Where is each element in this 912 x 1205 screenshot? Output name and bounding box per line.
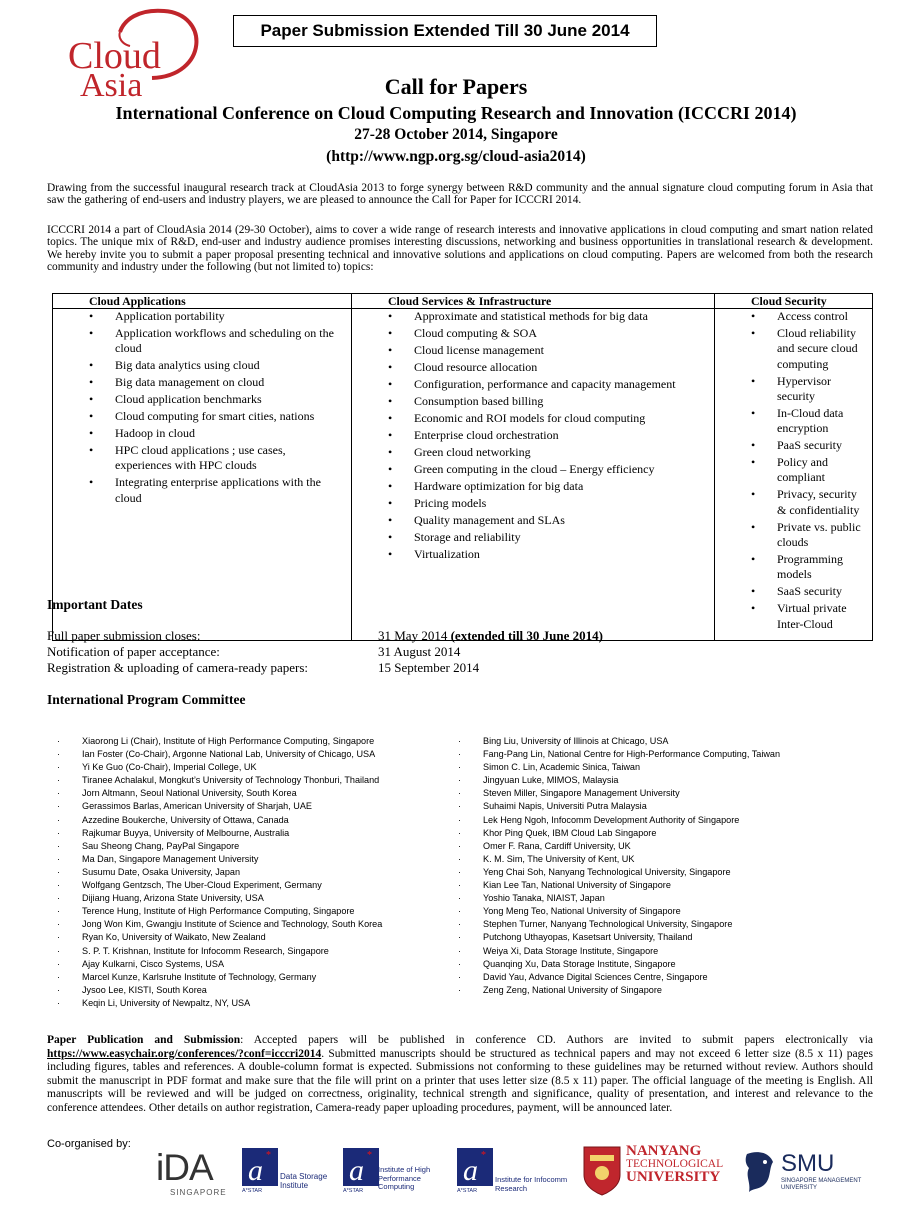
topic-item: • Application workflows and scheduling on the cloud [53, 326, 351, 357]
ida-sub: SINGAPORE [170, 1188, 227, 1197]
smu-sub-1: SINGAPORE MANAGEMENT [781, 1178, 862, 1184]
committee-member: · Ajay Kulkarni, Cisco Systems, USA [82, 958, 382, 971]
topic-item: • Configuration, performance and capacity management [352, 377, 714, 392]
committee-member: · Simon C. Lin, Academic Sinica, Taiwan [483, 761, 780, 774]
svg-text:a: a [248, 1154, 263, 1187]
intro-paragraph-2: ICCCRI 2014 a part of CloudAsia 2014 (29-30 October), aims to cover a wide range of research interests and innovative applications in cloud computing and smart nation related topics. The unique mix of R&D, end-user and industry audience promises interesting discussions, networking and business opportunities in translational research & development. We hereby invite you to submit a paper proposal presenting technical and innovative solutions and applications on cloud computing. Papers are welcomed from both the research community and industry under the following (but not limited to) topics: [47, 224, 873, 274]
svg-text:*: * [266, 1150, 271, 1161]
svg-text:a: a [463, 1154, 478, 1187]
topic-item: • Enterprise cloud orchestration [352, 428, 714, 443]
topics-header-services: Cloud Services & Infrastructure [352, 294, 715, 309]
date-value: 15 September 2014 [378, 660, 480, 675]
svg-text:*: * [367, 1150, 372, 1161]
committee-member: · Kian Lee Tan, National University of Singapore [483, 879, 780, 892]
committee-member: · Khor Ping Quek, IBM Cloud Lab Singapore [483, 827, 780, 840]
committee-member: · Terence Hung, Institute of High Performance Computing, Singapore [82, 905, 382, 918]
topic-item: • Cloud license management [352, 343, 714, 358]
logo-word-asia: Asia [80, 67, 143, 100]
i2r-logo [457, 1148, 572, 1200]
date-value: 31 August 2014 [378, 644, 461, 659]
committee-member: · Jorn Altmann, Seoul National University, South Korea [82, 787, 382, 800]
committee-heading: International Program Committee [47, 692, 246, 707]
committee-member: · Zeng Zeng, National University of Singapore [483, 984, 780, 997]
date-value-text: 31 May 2014 [378, 628, 448, 643]
conference-dates: 27-28 October 2014, Singapore [354, 126, 558, 143]
logo-word-cloud: Cloud [68, 35, 161, 77]
committee-member: · Omer F. Rana, Cardiff University, UK [483, 840, 780, 853]
committee-member: · Yong Meng Teo, National University of Singapore [483, 905, 780, 918]
topic-item: • Pricing models [352, 496, 714, 511]
topic-item: • SaaS security [715, 584, 872, 599]
intro-paragraph-1: Drawing from the successful inaugural research track at CloudAsia 2013 to forge synergy between R&D community and the annual signature cloud computing forum in Asia that saw the gathering of end-users and industry players, we are pleased to announce the Call for Paper for ICCCRI 2014. [47, 182, 873, 207]
committee-member: · Dijiang Huang, Arizona State University, USA [82, 892, 382, 905]
topic-item: • Programming models [715, 552, 872, 583]
conference-url: (http://www.ngp.org.sg/cloud-asia2014) [326, 148, 586, 165]
committee-list-right [483, 735, 780, 997]
committee-member: · S. P. T. Krishnan, Institute for Infocomm Research, Singapore [82, 945, 382, 958]
svg-text:a: a [349, 1154, 364, 1187]
topic-item: • In-Cloud data encryption [715, 406, 872, 437]
dsi-name: Data Storage Institute [280, 1172, 328, 1190]
smu-logo [743, 1148, 883, 1200]
topic-item: • Cloud resource allocation [352, 360, 714, 375]
topics-header-applications: Cloud Applications [53, 294, 352, 309]
committee-member: · Yi Ke Guo (Co-Chair), Imperial College, UK [82, 761, 382, 774]
topic-item: • HPC cloud applications ; use cases, experiences with HPC clouds [53, 443, 351, 474]
deadline-banner: Paper Submission Extended Till 30 June 2014 [233, 15, 657, 47]
easychair-link[interactable]: https://www.easychair.org/conferences/?conf=icccri2014 [47, 1047, 322, 1060]
committee-member: · Azzedine Boukerche, University of Ottawa, Canada [82, 814, 382, 827]
committee-member: · Marcel Kunze, Karlsruhe Institute of Technology, Germany [82, 971, 382, 984]
committee-member: · Susumu Date, Osaka University, Japan [82, 866, 382, 879]
topic-item: • Quality management and SLAs [352, 513, 714, 528]
ntu-line-1: NANYANG [626, 1143, 702, 1159]
committee-member: · Tiranee Achalakul, Mongkut’s University of Technology Thonburi, Thailand [82, 774, 382, 787]
committee-member: · Xiaorong Li (Chair), Institute of High Performance Computing, Singapore [82, 735, 382, 748]
astar-label: A*STAR [457, 1188, 478, 1194]
topic-item: • Integrating enterprise applications with the cloud [53, 475, 351, 506]
smu-sub-2: UNIVERSITY [781, 1185, 818, 1191]
committee-member: · Gerassimos Barlas, American University of Sharjah, UAE [82, 800, 382, 813]
topic-item: • Privacy, security & confidentiality [715, 487, 872, 518]
committee-member: · Steven Miller, Singapore Management University [483, 787, 780, 800]
i2r-name: Institute for Infocomm Research [495, 1175, 568, 1193]
date-label: Notification of paper acceptance: [47, 644, 220, 659]
topic-item: • Consumption based billing [352, 394, 714, 409]
co-organised-label: Co-organised by: [47, 1138, 131, 1150]
committee-member: · Bing Liu, University of Illinois at Chicago, USA [483, 735, 780, 748]
committee-member: · Yoshio Tanaka, NIAIST, Japan [483, 892, 780, 905]
topic-item: • Private vs. public clouds [715, 520, 872, 551]
committee-member: · Putchong Uthayopas, Kasetsart University, Thailand [483, 931, 780, 944]
ntu-logo [582, 1145, 728, 1201]
submission-lead: Paper Publication and Submission [47, 1034, 241, 1046]
submission-paragraph [47, 1034, 873, 1115]
committee-list-left [82, 735, 382, 1010]
conference-name: International Conference on Cloud Computing Research and Innovation (ICCCRI 2014) [115, 103, 797, 123]
committee-member: · Stephen Turner, Nanyang Technological University, Singapore [483, 918, 780, 931]
committee-member: · Weiya Xi, Data Storage Institute, Singapore [483, 945, 780, 958]
committee-member: · Jysoo Lee, KISTI, South Korea [82, 984, 382, 997]
committee-member: · Quanqing Xu, Data Storage Institute, Singapore [483, 958, 780, 971]
important-dates-heading: Important Dates [47, 597, 143, 612]
topic-item: • Virtualization [352, 547, 714, 562]
smu-lion-icon [743, 1148, 777, 1196]
topic-item: • Hardware optimization for big data [352, 479, 714, 494]
topic-item: • Cloud computing for smart cities, nations [53, 409, 351, 424]
committee-member: · Yeng Chai Soh, Nanyang Technological University, Singapore [483, 866, 780, 879]
ntu-line-3: UNIVERSITY [626, 1169, 721, 1185]
date-label: Full paper submission closes: [47, 628, 201, 643]
committee-member: · Rajkumar Buyya, University of Melbourne, Australia [82, 827, 382, 840]
topic-item: • Cloud reliability and secure cloud computing [715, 326, 872, 372]
topic-item: • Access control [715, 309, 872, 324]
committee-member: · Ian Foster (Co-Chair), Argonne National Lab, University of Chicago, USA [82, 748, 382, 761]
topic-item: • Green computing in the cloud – Energy efficiency [352, 462, 714, 477]
committee-member: · Fang-Pang Lin, National Centre for High-Performance Computing, Taiwan [483, 748, 780, 761]
topics-header-security: Cloud Security [715, 294, 873, 309]
date-value [378, 628, 603, 644]
submission-text-2: . Submitted manuscripts should be structured as technical papers and may not exceed 6 letter size (8.5 x 11) pages including figures, tables and references. A double-column format is expected. Submissions not conforming to these guidelines may be returned without review. Authors should submit the manuscript in PDF format and make sure that the file will print on a printer that uses letter size (8.5 x 11) paper. The official language of the meeting is English. All manuscripts will be reviewed and will be judged on correctness, originality, technical strength and significance, quality of presentation, and interest and relevance to the conference attendees. Other details on author registration, Camera-ready paper uploading procedures, payment, will be announced later. [47, 1047, 873, 1114]
committee-member: · David Yau, Advance Digital Sciences Centre, Singapore [483, 971, 780, 984]
ida-logo [156, 1148, 228, 1202]
topics-column-applications [53, 309, 352, 641]
topic-item: • Storage and reliability [352, 530, 714, 545]
ntu-line-2: TECHNOLOGICAL [626, 1158, 724, 1170]
svg-text:*: * [481, 1150, 486, 1161]
topic-item: • Application portability [53, 309, 351, 324]
topic-item: • Cloud application benchmarks [53, 392, 351, 407]
topic-item: • Green cloud networking [352, 445, 714, 460]
topic-item: • Policy and compliant [715, 455, 872, 486]
topic-item: • Approximate and statistical methods for big data [352, 309, 714, 324]
committee-member: · Wolfgang Gentzsch, The Uber-Cloud Experiment, Germany [82, 879, 382, 892]
committee-member: · Ryan Ko, University of Waikato, New Zealand [82, 931, 382, 944]
ida-mark: iDA [156, 1147, 213, 1188]
topic-item: • Economic and ROI models for cloud computing [352, 411, 714, 426]
topic-item: • Hadoop in cloud [53, 426, 351, 441]
smu-mark: SMU [781, 1150, 835, 1177]
topic-item: • Cloud computing & SOA [352, 326, 714, 341]
topic-item: • PaaS security [715, 438, 872, 453]
date-label: Registration & uploading of camera-ready papers: [47, 660, 308, 675]
page-title: Call for Papers [384, 74, 528, 99]
topics-column-security [715, 309, 873, 641]
committee-member: · Keqin Li, University of Newpaltz, NY, USA [82, 997, 382, 1010]
astar-label: A*STAR [343, 1188, 364, 1194]
committee-member: · Sau Sheong Chang, PayPal Singapore [82, 840, 382, 853]
topic-item: • Hypervisor security [715, 374, 872, 405]
ntu-crest-icon [582, 1145, 622, 1197]
committee-member: · Ma Dan, Singapore Management University [82, 853, 382, 866]
date-extension-note: (extended till 30 June 2014) [447, 628, 603, 643]
committee-member: · Suhaimi Napis, Universiti Putra Malaysia [483, 800, 780, 813]
topic-item: • Big data management on cloud [53, 375, 351, 390]
ihpc-logo [343, 1148, 448, 1200]
committee-member: · Lek Heng Ngoh, Infocomm Development Authority of Singapore [483, 814, 780, 827]
astar-label: A*STAR [242, 1188, 263, 1194]
topic-item: • Virtual private Inter-Cloud [715, 601, 872, 632]
committee-member: · K. M. Sim, The University of Kent, UK [483, 853, 780, 866]
topics-column-services [352, 309, 715, 641]
dsi-logo [242, 1148, 337, 1200]
committee-member: · Jingyuan Luke, MIMOS, Malaysia [483, 774, 780, 787]
topic-item: • Big data analytics using cloud [53, 358, 351, 373]
ihpc-name: Institute of High Performance Computing [378, 1165, 431, 1191]
topics-table [52, 293, 873, 641]
committee-member: · Jong Won Kim, Gwangju Institute of Science and Technology, South Korea [82, 918, 382, 931]
submission-text-1: : Accepted papers will be published in conference CD. Authors are invited to submit papers electronically via [240, 1034, 873, 1046]
